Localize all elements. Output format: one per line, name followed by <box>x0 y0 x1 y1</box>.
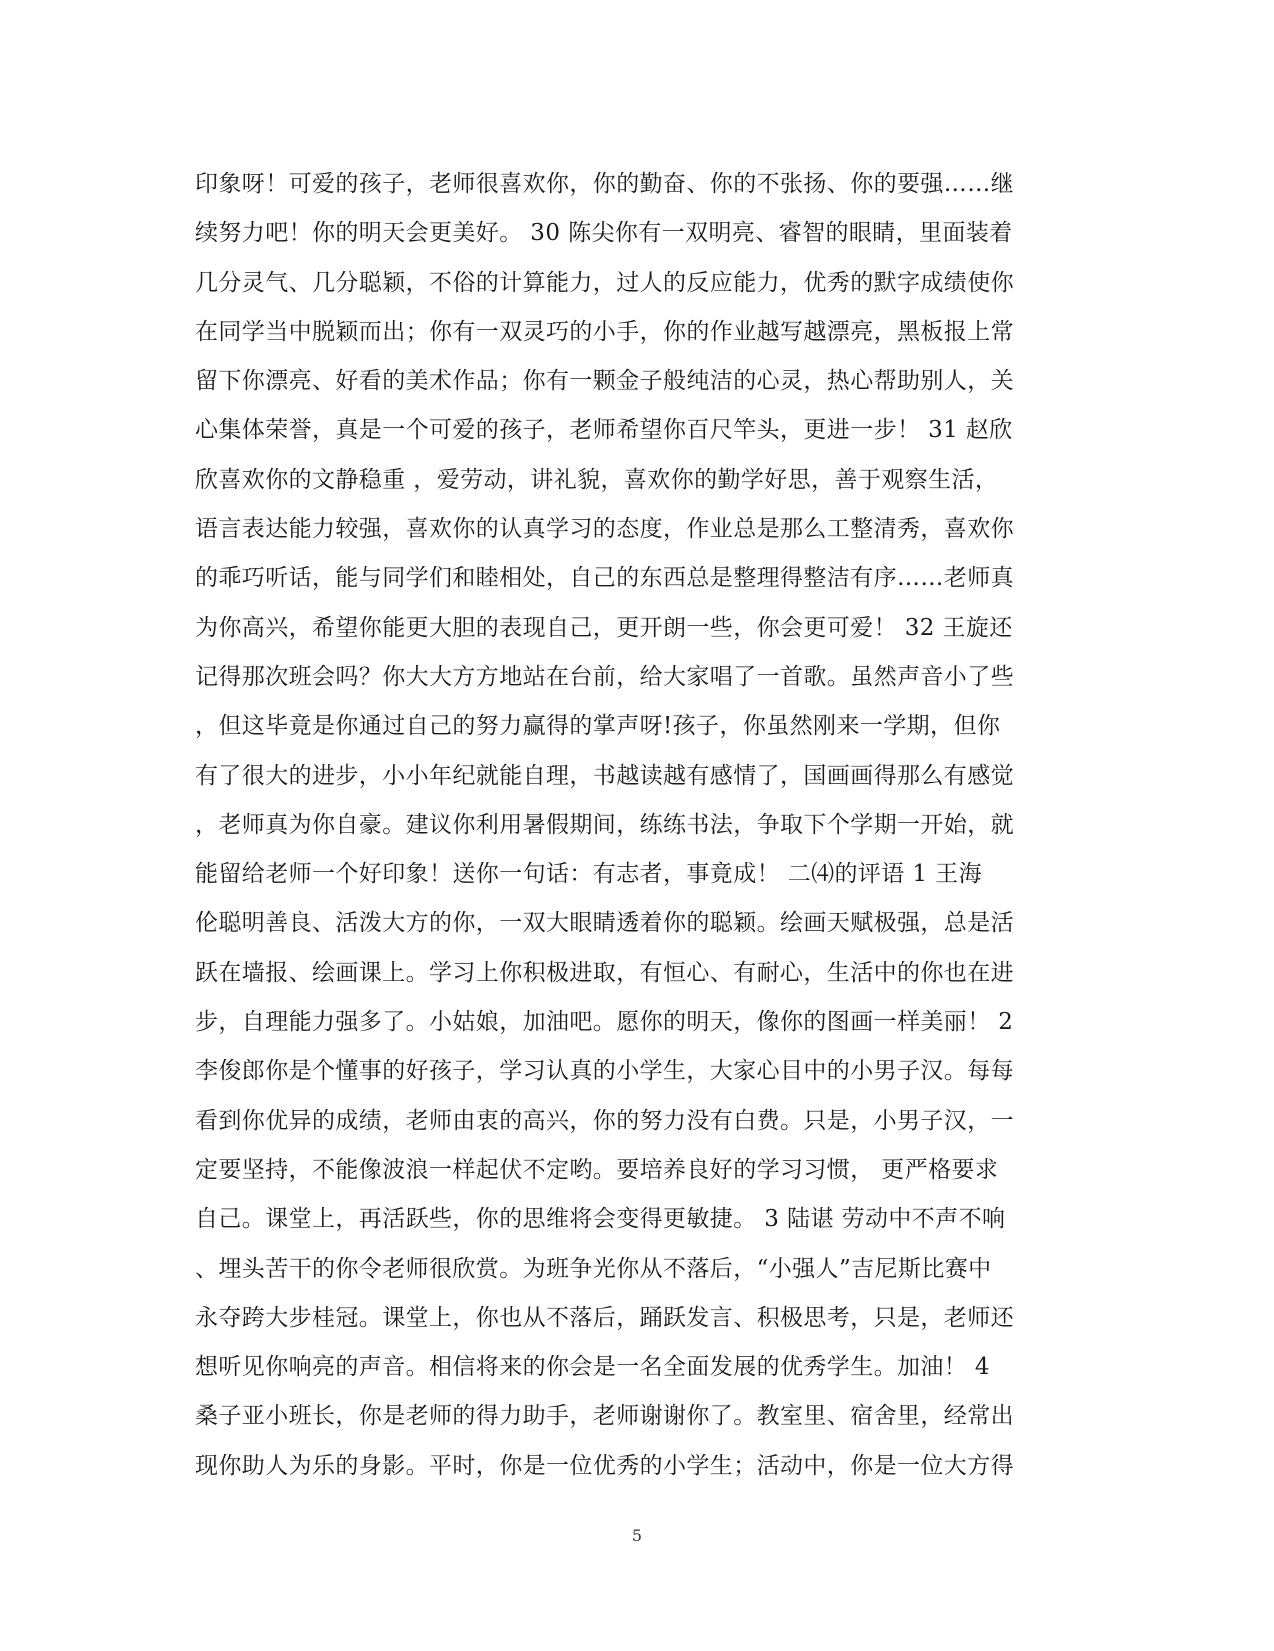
body-text <box>195 160 1075 1491</box>
text-line: 续努力吧！你的明天会更美好。 30 陈尖你有一双明亮、睿智的眼睛，里面装着 <box>195 220 1013 247</box>
text-line: 记得那次班会吗？你大大方方地站在台前，给大家唱了一首歌。虽然声音小了些 <box>195 663 1014 690</box>
text-line: 能留给老师一个好印象！送你一句话：有志者，事竟成！ 二⑷的评语 1 王海 <box>195 861 982 888</box>
page-number: 5 <box>631 1526 643 1545</box>
text-line: 现你助人为乐的身影。平时，你是一位优秀的小学生；活动中，你是一位大方得 <box>195 1452 1014 1479</box>
text-line: 步，自理能力强多了。小姑娘，加油吧。愿你的明天，像你的图画一样美丽！ 2 <box>195 1009 1014 1036</box>
text-line: 留下你漂亮、好看的美术作品；你有一颗金子般纯洁的心灵，热心帮助别人，关 <box>195 368 1014 395</box>
text-line: 定要坚持，不能像波浪一样起伏不定哟。要培养良好的学习习惯， 更严格要求 <box>195 1156 999 1183</box>
text-line: 想听见你响亮的声音。相信将来的你会是一名全面发展的优秀学生。加油！ 4 <box>195 1354 990 1381</box>
text-line: 语言表达能力较强，喜欢你的认真学习的态度，作业总是那么工整清秀，喜欢你 <box>195 516 1014 543</box>
text-line: 在同学当中脱颖而出；你有一双灵巧的小手，你的作业越写越漂亮，黑板报上常 <box>195 318 1014 345</box>
text-line: 伦聪明善良、活泼大方的你，一双大眼睛透着你的聪颖。绘画天赋极强，总是活 <box>195 910 1014 937</box>
text-line: ，老师真为你自豪。建议你利用暑假期间，练练书法，争取下个学期一开始，就 <box>195 811 1014 838</box>
text-line: ，但这毕竟是你通过自己的努力赢得的掌声呀!孩子，你虽然刚来一学期，但你 <box>195 713 1001 740</box>
text-line: 为你高兴，希望你能更大胆的表现自己，更开朗一些，你会更可爱！ 32 王旋还 <box>195 614 1013 641</box>
text-line: 永夺跨大步桂冠。课堂上，你也从不落后，踊跃发言、积极思考，只是，老师还 <box>195 1304 1014 1331</box>
text-line: 印象呀！可爱的孩子，老师很喜欢你，你的勤奋、你的不张扬、你的要强……继 <box>195 171 1014 197</box>
text-line: 欣喜欢你的文静稳重 ，爱劳动，讲礼貌，喜欢你的勤学好思，善于观察生活， <box>195 466 999 493</box>
text-line: 有了很大的进步，小小年纪就能自理，书越读越有感情了，国画画得那么有感觉 <box>195 762 1014 789</box>
text-line: 桑子亚小班长，你是老师的得力助手，老师谢谢你了。教室里、宿舍里，经常出 <box>195 1403 1014 1430</box>
text-line: 心集体荣誉，真是一个可爱的孩子，老师希望你百尺竿头，更进一步！ 31 赵欣 <box>195 417 1013 444</box>
text-line: 看到你优异的成绩，老师由衷的高兴，你的努力没有白费。只是，小男子汉，一 <box>195 1107 1014 1134</box>
text-line: 、埋头苦干的你令老师很欣赏。为班争光你从不落后，“小强人”吉尼斯比赛中 <box>195 1255 992 1282</box>
text-line: 的乖巧听话，能与同学们和睦相处，自己的东西总是整理得整洁有序……老师真 <box>195 565 1014 592</box>
text-line: 李俊郎你是个懂事的好孩子，学习认真的小学生，大家心目中的小男子汉。每每 <box>195 1058 1014 1085</box>
text-line: 自己。课堂上，再活跃些，你的思维将会变得更敏捷。 3 陆谌 劳动中不声不响 <box>195 1206 1006 1233</box>
text-line: 几分灵气、几分聪颖，不俗的计算能力，过人的反应能力，优秀的默字成绩使你 <box>195 269 1014 296</box>
text-line: 跃在墙报、绘画课上。学习上你积极进取，有恒心、有耐心，生活中的你也在进 <box>195 959 1014 986</box>
